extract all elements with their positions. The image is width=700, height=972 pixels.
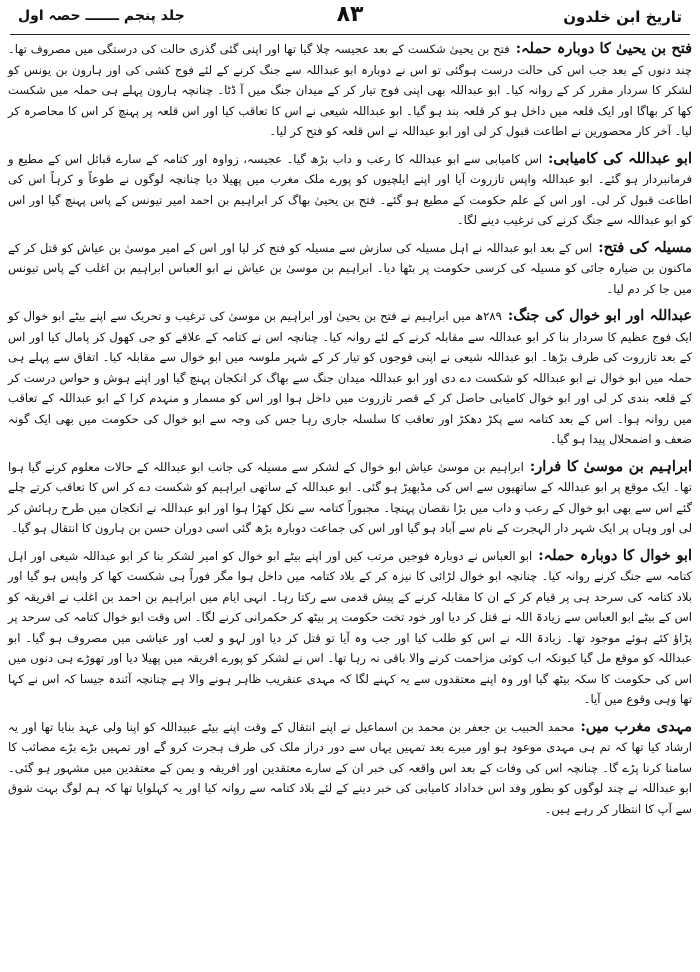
paragraph	[8, 306, 692, 450]
volume-label: جلد پنجم ـــــــ حصہ اول	[18, 8, 185, 24]
book-title: تاریخ ابن خلدون	[563, 8, 682, 26]
paragraph	[8, 717, 692, 820]
section-text: ابو العباس نے دوبارہ فوجیں مرتب کیں اور اپنے بیٹے ابو خوال کو امیر لشکر بنا کر ابو عبداللہ شیعی اور اہل کتامہ سے جنگ کرنے روانہ کیا۔ چنانچہ ابو خوال لڑائی کا نیزہ کر کے بلاد کتامہ میں داخل ہوا مگر فوراً ہی شکست کھا کر واپس ہو گیا اور بلاد کتامہ کی سرحد ہی پر قیام کر کے ان کا مقابلہ کرنے کے پیش قدمی سے رکتا رہا۔ انہی ایام میں ابراہیم بن احمد بن اغلب نے افریقہ کو اس کے بیٹے ابو العباس سے زیادۃ اللہ نے قتل کر دیا اور خود تخت حکومت پر بیٹھ کر حکمرانی کرنے لگا۔ اس وقت ابو خوال کتامہ کی سرحد پر پڑاؤ کئے ہوئے موجود تھا۔ زیادۃ اللہ نے اس کو طلب کیا اور جب وہ آیا تو قتل کر دیا اور لہو و لعب اور عیاشی میں مصروف ہو گیا۔ ابو عبداللہ کو موقع مل گیا کیونکہ اب کوئی مزاحمت کرنے والا باقی نہ رہا تھا۔ اس نے لشکر کو پورے افریقہ میں پھیلا دیا اور تھوڑے ہی دنوں میں اس کی حکومت کا سکہ بیٹھ گیا اور وہ اپنے معتقدوں سے یہ کہنے لگا کہ مہدی عنقریب ظاہر ہونے والا ہے چنانچہ آئندہ جیسا کہ اس نے کہا تھا وہی وقوع میں آیا۔	[8, 548, 692, 706]
section-text: اس کے بعد ابو عبداللہ نے اہل مسیلہ کی سازش سے مسیلہ کو فتح کر لیا اور اس کے امیر موسیٰ بن عیاش کو قتل کر کے ماکنون بن ضیارہ جائی کو مسیلہ کی کرسی حکومت پر بٹھا دیا۔ ابراہیم بن موسیٰ بن عیاش نے ابو العباس ابراہیم بن اغلب کے پاس تیونس میں جا کر دم لیا۔	[8, 240, 692, 296]
section-text: فتح بن یحییٰ شکست کے بعد عجیسہ چلا گیا تھا اور اپنی گئی گذری حالت کی درستگی میں مصروف تھا۔ چند دنوں کے بعد جب اس کی حالت درست ہوگئی تو اس نے دوبارہ ابو عبداللہ سے جنگ کرنے کے لئے فوج کشی کی اور ہارون بن یونس کو لشکر کا سردار مقرر کر کے روانہ کیا۔ ابو عبداللہ بھی اپنی فوج تیار کر کے میدان جنگ میں آ ڈٹا۔ چنانچہ ہارون پہلے ہی حملہ میں شکست کھا کر بھاگا اور ایک قلعہ میں داخل ہو کر قلعہ بند ہو گیا۔ ابو عبداللہ شیعی نے اس کا تعاقب کیا اور اس قلعہ پر پہنچ کر اس کا محاصرہ کر لیا۔ آخر کار محصورین نے اطاعت قبول کر لی اور ابو عبداللہ نے اس قلعہ کو فتح کر لیا۔	[8, 42, 692, 138]
section-heading: ابو عبداللہ کی کامیابی:	[548, 149, 692, 167]
page-header	[8, 0, 692, 34]
section-heading: مسیلہ کی فتح:	[598, 238, 692, 256]
paragraph	[8, 546, 692, 710]
section-text: اس کامیابی سے ابو عبداللہ کا رعب و داب بڑھ گیا۔ عجیسہ، زواوہ اور کتامہ کے سارے قبائل اس کے مطیع و فرمانبردار ہو گئے۔ ابو عبداللہ واپس تازروت آیا اور اپنے ایلچیوں کو پورے ملک مغرب میں پھیلا دیا چنانچہ لوگوں نے طوعاً و کرہاً اس کی اطاعت قبول کر لی۔ اور اس کے علم حکومت کے مطیع ہو گئے۔ فتح بن یحییٰ بھاگ کر ابراہیم بن احمد امیر تیونس کے پاس پہنچ گیا اور اس کو ابو عبداللہ سے جنگ کرنے کی ترغیب دینے لگا۔	[8, 151, 692, 227]
header-rule	[10, 34, 690, 35]
section-text: ۲۸۹ھ میں ابراہیم نے فتح بن یحییٰ اور ابراہیم بن موسیٰ کی ترغیب و تحریک سے اپنے بیٹے ابو خوال کو ایک فوج عظیم کا سردار بنا کر ابو عبداللہ سے مقابلہ کرنے کے لئے روانہ کیا۔ چنانچہ اس نے کتامہ کے علاقے کو جی کھول کر پامال کیا اور اس کے بعد تازروت کی طرف بڑھا۔ ابو عبداللہ شیعی نے اپنی فوجوں کو تیار کر کے شہر ملوسہ میں ابو خوال سے مقابلہ کیا۔ اتفاق سے پہلے ہی حملہ میں ابو خوال نے ابو عبداللہ کو شکست دے دی اور ابو عبداللہ میدان جنگ سے بھاگ کر انکجان پہنچ گیا اور اپنے ہوش و حواس درست کر کے قلعہ بندی کر لی اور ابو خوال کامیابی حاصل کر کے قصر تازروت میں داخل ہوا اور اس کو مسمار و منہدم کرا کے ابو عبداللہ کے تعاقب میں روانہ ہوا۔ اس کے بعد کتامہ سے پکڑ دھکڑ اور تعاقب کا سلسلہ جاری رہا جس کی وجہ سے ابو خوال کی حکومت میں بھی ایک گونہ ضعف و اضمحلال پیدا ہو گیا۔	[8, 309, 692, 446]
section-mahdi-in-maghrib	[8, 717, 692, 820]
paragraph	[8, 39, 692, 142]
section-abu-khawal-war	[8, 306, 692, 450]
section-heading: عبداللہ اور ابو خوال کی جنگ:	[507, 307, 692, 324]
section-ibrahim-escape	[8, 457, 692, 539]
section-masila-conquest	[8, 238, 692, 300]
section-abu-abdullah-success	[8, 149, 692, 231]
section-text: محمد الحبیب بن جعفر بن محمد بن اسماعیل نے اپنے انتقال کے وقت اپنے بیٹے عبیداللہ کو اپنا ولی عہد بنایا تھا اور یہ ارشاد کیا تھا کہ تم ہی مہدی موعود ہو اور میرے بعد تمہیں یہاں سے دور دراز ملک کی طرف ہجرت کرو گے اور تمہیں بڑے بڑے مصائب کا سامنا کرنا پڑے گا۔ چنانچہ اس کی وفات کے بعد اس واقعہ کی خبر ان کے سارے معتقدین اور افریقہ و یمن کے معتقدین میں مشہور ہو گئی۔ ابو عبداللہ نے چند لوگوں کو بطور وفد اس خداداد کامیابی کی خبر دینے کے لئے بلاد کتامہ سے روانہ کیا اور یہ کہلوایا تھا کہ ہم لوگ بہت شوق سے آپ کا انتظار کر رہے ہیں۔	[8, 719, 692, 816]
section-fath-second-attack	[8, 39, 692, 142]
section-heading: ابراہیم بن موسیٰ کا فرار:	[529, 457, 692, 475]
section-heading: فتح بن یحییٰ کا دوبارہ حملہ:	[515, 40, 692, 57]
page-number: ۸۳	[336, 2, 364, 27]
paragraph	[8, 238, 692, 300]
section-heading: ابو خوال کا دوبارہ حملہ:	[538, 546, 693, 564]
paragraph	[8, 457, 692, 539]
section-abu-khawal-second-attack	[8, 546, 692, 710]
section-heading: مہدی مغرب میں:	[580, 717, 692, 735]
section-text: ابراہیم بن موسیٰ عیاش ابو خوال کے لشکر سے مسیلہ کی جانب ابو عبداللہ کے حالات معلوم کرنے گیا ہوا تھا۔ ایک موقع پر ابو عبداللہ کے ساتھیوں سے اس کی مڈبھیڑ ہو گئی۔ ابو عبداللہ کے ساتھی ابراہیم کو شکست دے کر اس کا تعاقب کرتے چلے گئے اس سے بھی ابو خوال کے رعب و داب میں بڑا نقصان پہنچا۔ مجبوراً کتامہ سے نکل کھڑا ہوا اور ابو عبداللہ نے انکجان میں طرح رہائش کر لی اور وہاں پر ایک شہر دار الہجرت کے نام سے آباد ہو گیا اور اس کی جماعت دوبارہ بڑھ گئی اسی دوران حسن بن ہارون کا انتقال ہو گیا۔	[8, 459, 692, 535]
paragraph	[8, 149, 692, 231]
